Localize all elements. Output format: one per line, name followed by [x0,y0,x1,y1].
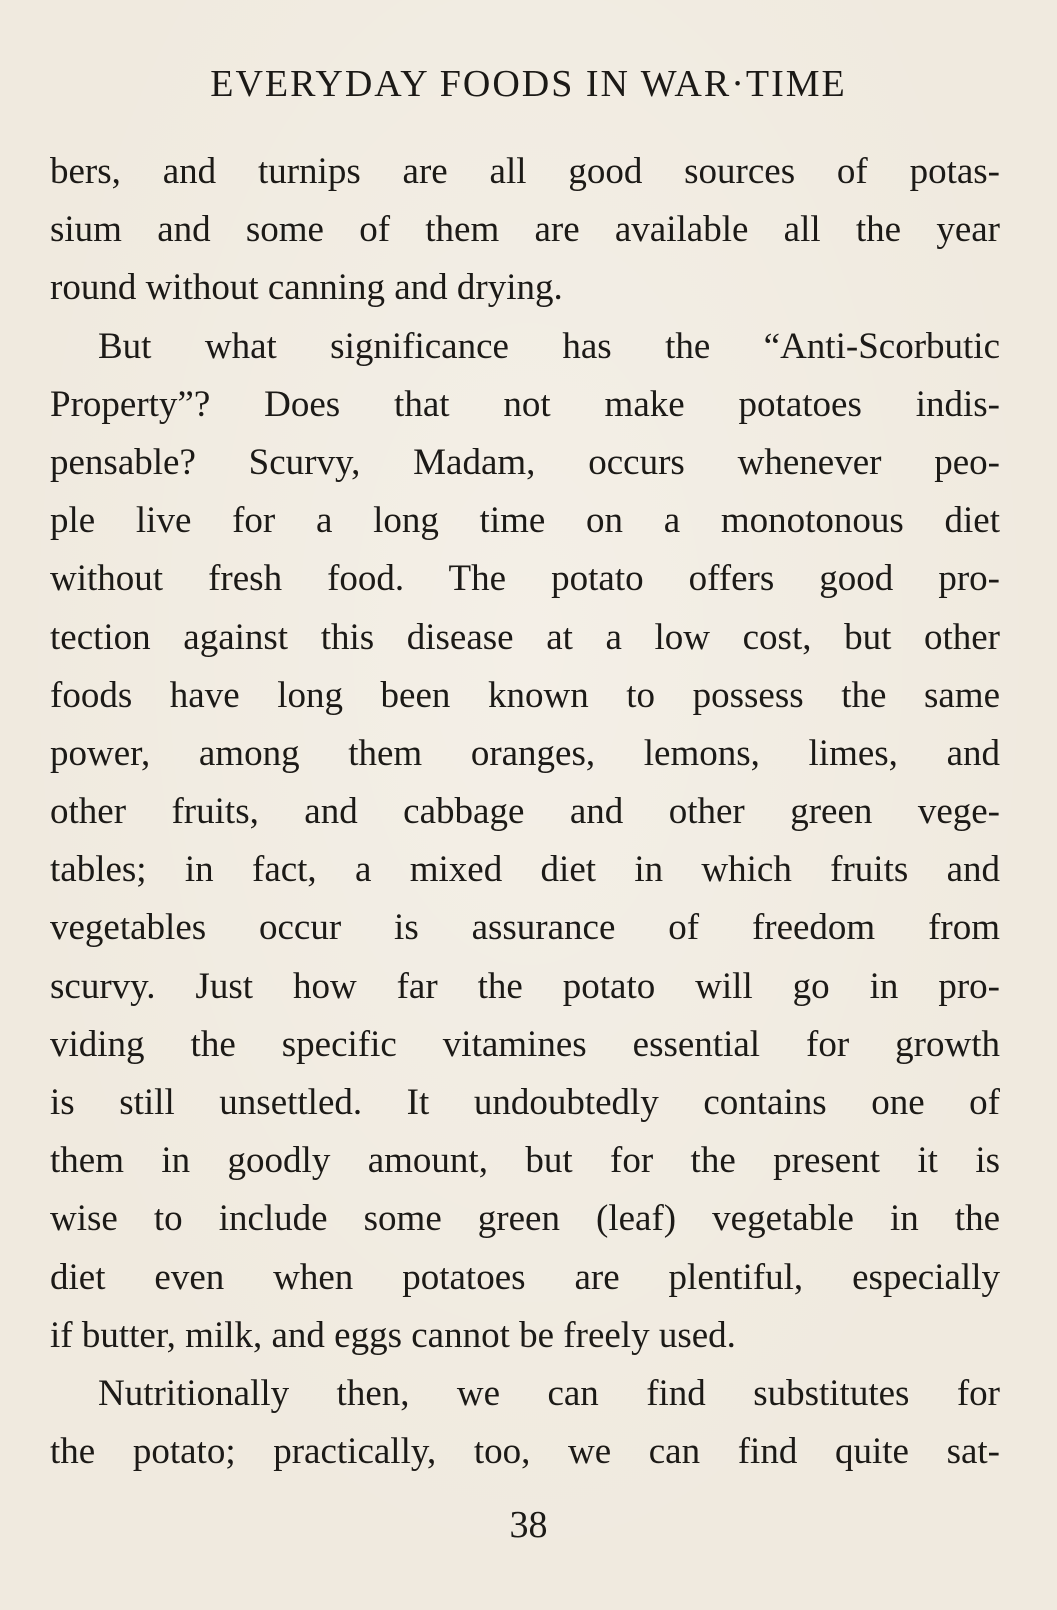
page-number: 38 [509,1504,548,1546]
text-line: round without canning and drying. [50,267,563,309]
text-line: Property”? Does that not make potatoes indis- [50,383,1000,425]
text-line: scurvy. Just how far the potato will go in pro- [50,965,1000,1007]
text-line: is still unsettled. It undoubtedly contains one of [50,1082,1000,1123]
text-line: pensable? Scurvy, Madam, occurs whenever peo- [50,441,1000,483]
text-line: other fruits, and cabbage and other green vege- [50,791,1000,833]
text-line: vegetables occur is assurance of freedom from [50,907,1000,949]
text-line: power, among them oranges, lemons, limes, and [50,732,1000,774]
text-line: ple live for a long time on a monotonous diet [50,500,1000,542]
text-line: foods have long been known to possess the same [50,674,1000,716]
running-head: EVERYDAY FOODS IN WAR·TIME [210,63,847,105]
text-line: wise to include some green (leaf) vegetable in the [50,1198,1000,1240]
text-line: tection against this disease at a low cost, but other [50,616,1000,658]
text-line: without fresh food. The potato offers good pro- [50,558,1000,600]
text-line: But what significance has the “Anti-Scorbutic [98,325,1000,367]
body-text [50,143,1000,1481]
text-line: viding the specific vitamines essential for growth [50,1023,1000,1065]
text-line: tables; in fact, a mixed diet in which fruits and [50,849,1000,891]
text-line: the potato; practically, too, we can find quite sat- [50,1431,1000,1473]
text-line: diet even when potatoes are plentiful, especially [50,1256,1000,1298]
text-line: sium and some of them are available all the year [50,209,1000,251]
text-line: if butter, milk, and eggs cannot be freely used. [50,1314,736,1356]
text-line: bers, and turnips are all good sources of potas- [50,151,1000,192]
text-line: Nutritionally then, we can find substitutes for [98,1372,1000,1414]
text-line: them in goodly amount, but for the present it is [50,1140,1000,1182]
